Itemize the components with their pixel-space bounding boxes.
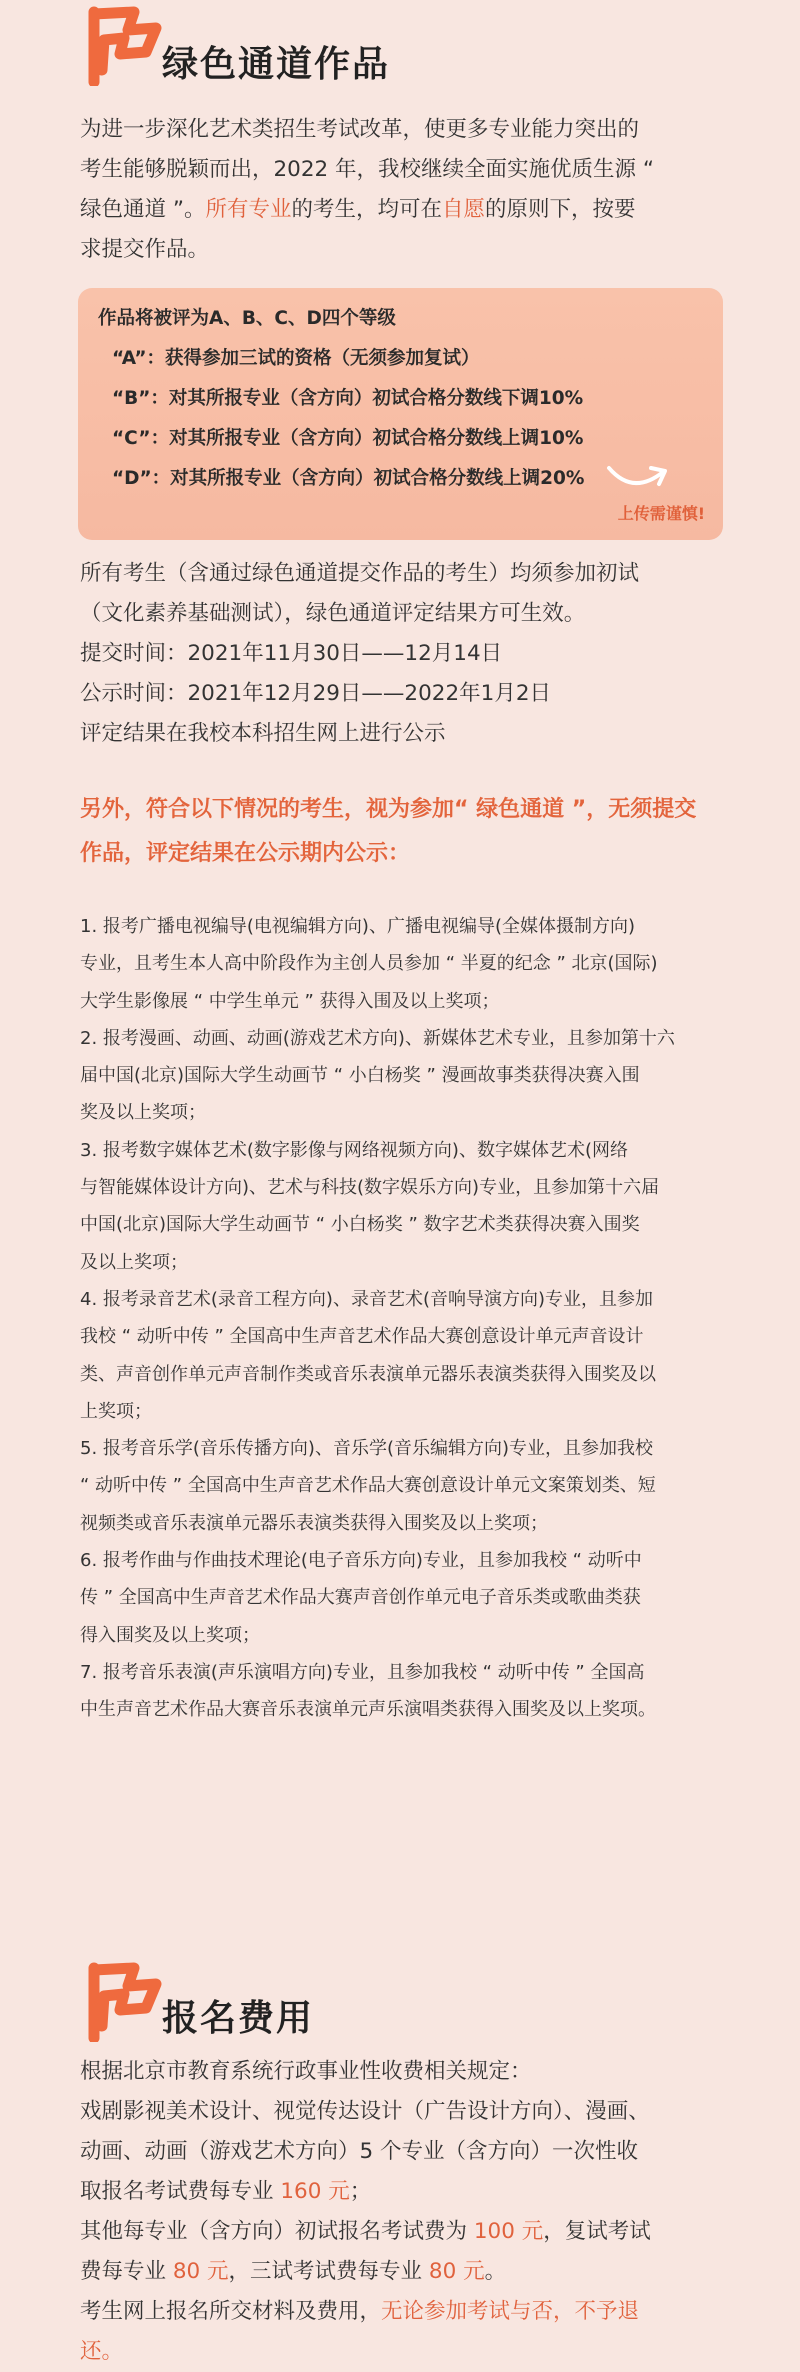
intro-line: 为进一步深化艺术类招生考试改革，使更多专业能力突出的	[80, 117, 640, 142]
fee-amount: 80 元	[428, 2259, 485, 2284]
exemption-heading	[80, 788, 730, 876]
publicity-time: 公示时间：2021年12月29日——2022年1月2日	[80, 681, 552, 706]
list-item-line: 专业，且考生本人高中阶段作为主创人员参加 “ 半夏的纪念 ” 北京(国际)	[80, 953, 658, 975]
list-item	[80, 1132, 740, 1281]
list-item	[80, 1430, 740, 1542]
fee-paragraph	[80, 2052, 730, 2372]
list-item	[80, 1542, 740, 1654]
list-item-line: 6. 报考作曲与作曲技术理论(电子音乐方向)专业，且参加我校 “ 动听中	[80, 1550, 642, 1572]
fee-line: 根据北京市教育系统行政事业性收费相关规定：	[80, 2059, 532, 2084]
list-item-line: 4. 报考录音艺术(录音工程方向)、录音艺术(音响导演方向)专业，且参加	[80, 1288, 653, 1310]
submit-time: 提交时间：2021年11月30日——12月14日	[80, 641, 503, 666]
text: 的原则下，按要	[485, 197, 636, 222]
text: 费每专业	[80, 2259, 173, 2284]
list-item-line: 3. 报考数字媒体艺术(数字影像与网络视频方向)、数字媒体艺术(网络	[80, 1139, 628, 1161]
highlight-all-majors: 所有专业	[205, 197, 292, 222]
intro-paragraph	[80, 110, 730, 270]
fee-line: 动画、动画（游戏艺术方向）5 个专业（含方向）一次性收	[80, 2139, 639, 2164]
fee-line	[80, 2212, 730, 2252]
fee-amount: 80 元	[172, 2259, 229, 2284]
grade-c: “C”：对其所报专业（含方向）初试合格分数线上调10%	[112, 428, 584, 449]
info-line: 评定结果在我校本科招生网上进行公示	[80, 721, 446, 746]
fee-line	[80, 2292, 730, 2332]
list-item-line: 上奖项；	[80, 1400, 152, 1422]
flag-icon	[80, 0, 170, 86]
list-item-line: “ 动听中传 ” 全国高中生声音艺术作品大赛创意设计单元文案策划类、短	[80, 1475, 656, 1497]
list-item-line: 中生声音艺术作品大赛音乐表演单元声乐演唱类获得入围奖及以上奖项。	[80, 1699, 656, 1721]
intro-line	[80, 190, 730, 230]
text: 绿色通道 ”。	[80, 197, 206, 222]
list-item-line: 届中国(北京)国际大学生动画节 “ 小白杨奖 ” 漫画故事类获得决赛入围	[80, 1065, 640, 1087]
list-item-line: 传 ” 全国高中生声音艺术作品大赛声音创作单元电子音乐类或歌曲类获	[80, 1587, 641, 1609]
fee-line	[80, 2172, 730, 2212]
text: ；	[349, 2179, 372, 2204]
list-item-line: 大学生影像展 “ 中学生单元 ” 获得入围及以上奖项；	[80, 990, 500, 1012]
text: 取报名考试费每专业	[80, 2179, 281, 2204]
info-line: （文化素养基础测试），绿色通道评定结果方可生效。	[80, 601, 586, 626]
section-title: 绿色通道作品	[162, 44, 391, 85]
fee-line: 戏剧影视美术设计、视觉传达设计（广告设计方向）、漫画、	[80, 2099, 650, 2124]
curved-arrow-icon	[603, 458, 673, 498]
heading-line: 作品，评定结果在公示期内公示：	[80, 841, 411, 866]
list-item-line: 及以上奖项；	[80, 1251, 188, 1273]
text: ，复试考试	[543, 2219, 651, 2244]
exemption-list	[80, 908, 740, 1729]
box-heading: 作品将被评为A、B、C、D四个等级	[98, 308, 396, 329]
highlight-voluntary: 自愿	[442, 197, 486, 222]
list-item-line: 中国(北京)国际大学生动画节 “ 小白杨奖 ” 数字艺术类获得决赛入围奖	[80, 1214, 640, 1236]
fee-amount: 100 元	[473, 2219, 544, 2244]
upload-caution-note: 上传需谨慎!	[617, 504, 705, 523]
no-refund-notice: 无论参加考试与否，不予退	[381, 2299, 640, 2324]
list-item-line: 我校 “ 动听中传 ” 全国高中生声音艺术作品大赛创意设计单元声音设计	[80, 1326, 644, 1348]
list-item	[80, 1020, 740, 1132]
fee-amount: 160 元	[280, 2179, 350, 2204]
fee-line	[80, 2252, 730, 2292]
heading-line: 另外，符合以下情况的考生，视为参加“ 绿色通道 ”，无须提交	[80, 797, 697, 822]
grade-a: “A”：获得参加三试的资格（无须参加复试）	[112, 348, 480, 369]
text: 。	[484, 2259, 507, 2284]
section-title: 报名费用	[162, 1998, 315, 2039]
list-item	[80, 1654, 740, 1729]
flag-icon	[80, 1956, 170, 2042]
list-item-line: 7. 报考音乐表演(声乐演唱方向)专业，且参加我校 “ 动听中传 ” 全国高	[80, 1661, 645, 1683]
grade-d: “D”：对其所报专业（含方向）初试合格分数线上调20%	[112, 468, 585, 489]
intro-line: 求提交作品。	[80, 237, 210, 262]
grade-info-box	[78, 288, 723, 540]
list-item	[80, 1281, 740, 1430]
text: 考生网上报名所交材料及费用，	[80, 2299, 382, 2324]
list-item	[80, 908, 740, 1020]
list-item-line: 得入围奖及以上奖项；	[80, 1624, 260, 1646]
text: 其他每专业（含方向）初试报名考试费为	[80, 2219, 474, 2244]
list-item-line: 类、声音创作单元声音制作类或音乐表演单元器乐表演类获得入围奖及以	[80, 1363, 656, 1385]
exam-info-paragraph	[80, 554, 730, 754]
list-item-line: 与智能媒体设计方向)、艺术与科技(数字娱乐方向)专业，且参加第十六届	[80, 1177, 660, 1199]
no-refund-notice: 还。	[80, 2339, 124, 2364]
list-item-line: 2. 报考漫画、动画、动画(游戏艺术方向)、新媒体艺术专业，且参加第十六	[80, 1027, 675, 1049]
list-item-line: 视频类或音乐表演单元器乐表演类获得入围奖及以上奖项；	[80, 1512, 548, 1534]
list-item-line: 5. 报考音乐学(音乐传播方向)、音乐学(音乐编辑方向)专业，且参加我校	[80, 1438, 653, 1460]
intro-line: 考生能够脱颖而出，2022 年，我校继续全面实施优质生源 “	[80, 157, 655, 182]
info-line: 所有考生（含通过绿色通道提交作品的考生）均须参加初试	[80, 561, 640, 586]
list-item-line: 1. 报考广播电视编导(电视编辑方向)、广播电视编导(全媒体摄制方向)	[80, 916, 635, 937]
text: ，三试考试费每专业	[228, 2259, 429, 2284]
text: 的考生，均可在	[291, 197, 443, 222]
list-item-line: 奖及以上奖项；	[80, 1102, 206, 1124]
grade-b: “B”：对其所报专业（含方向）初试合格分数线下调10%	[112, 388, 584, 409]
